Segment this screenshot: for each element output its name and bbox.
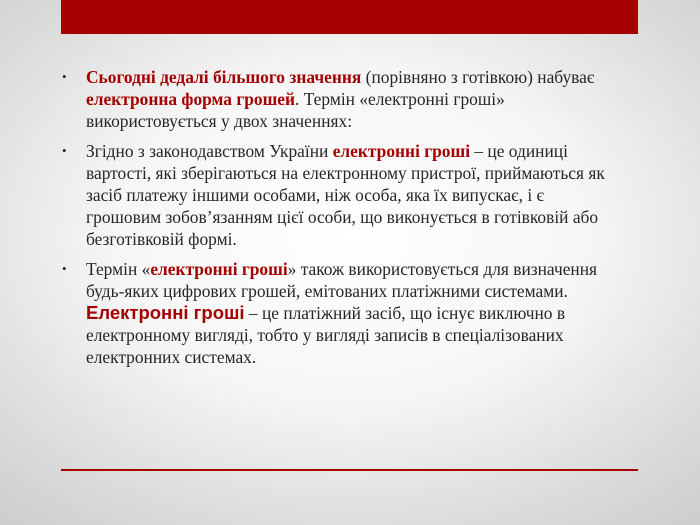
bottom-divider: [61, 469, 638, 471]
bullet-item: [62, 66, 622, 132]
body-text: (порівняно з готівкою) набуває: [361, 67, 595, 87]
body-text: Термін «: [86, 259, 151, 279]
bullet-marker: •: [62, 143, 67, 158]
bullet-item: [62, 258, 622, 368]
bullet-text: [86, 140, 622, 250]
highlighted-term: Сьогодні дедалі більшого значення: [86, 67, 362, 87]
body-text: » також використовується для визначення будь-яких цифрових грошей, емітованих платіжними системами.: [86, 259, 598, 301]
body-text: Згідно з законодавством України: [86, 141, 333, 161]
body-text: – це платіжний засіб, що існує виключно в електронному вигляді, тобто у вигляді записів в спеціалізованих електронних системах.: [86, 303, 566, 367]
body-text: . Термін «електронні гроші» використовується у двох значеннях:: [86, 89, 505, 131]
highlighted-term: електронні гроші: [150, 259, 288, 279]
body-text: – це одиниці вартості, які зберігаються на електронному пристрої, приймаються як засіб платежу іншими особами, ніж особа, яка їх випускає, і є грошовим зобов’язанням цієї особи, що виконується в готівковій або безготівковій формі.: [86, 141, 605, 249]
highlighted-term: електронна форма грошей: [86, 89, 296, 109]
bullet-text: [86, 258, 622, 368]
bullet-marker: •: [62, 69, 67, 84]
bullet-marker: •: [62, 261, 67, 276]
bullet-text: [86, 66, 622, 132]
slide-content: [62, 66, 622, 376]
highlighted-term: Електронні гроші: [86, 302, 245, 323]
highlighted-term: електронні гроші: [332, 141, 471, 161]
bullet-item: [62, 140, 622, 250]
top-accent-bar: [61, 0, 638, 34]
